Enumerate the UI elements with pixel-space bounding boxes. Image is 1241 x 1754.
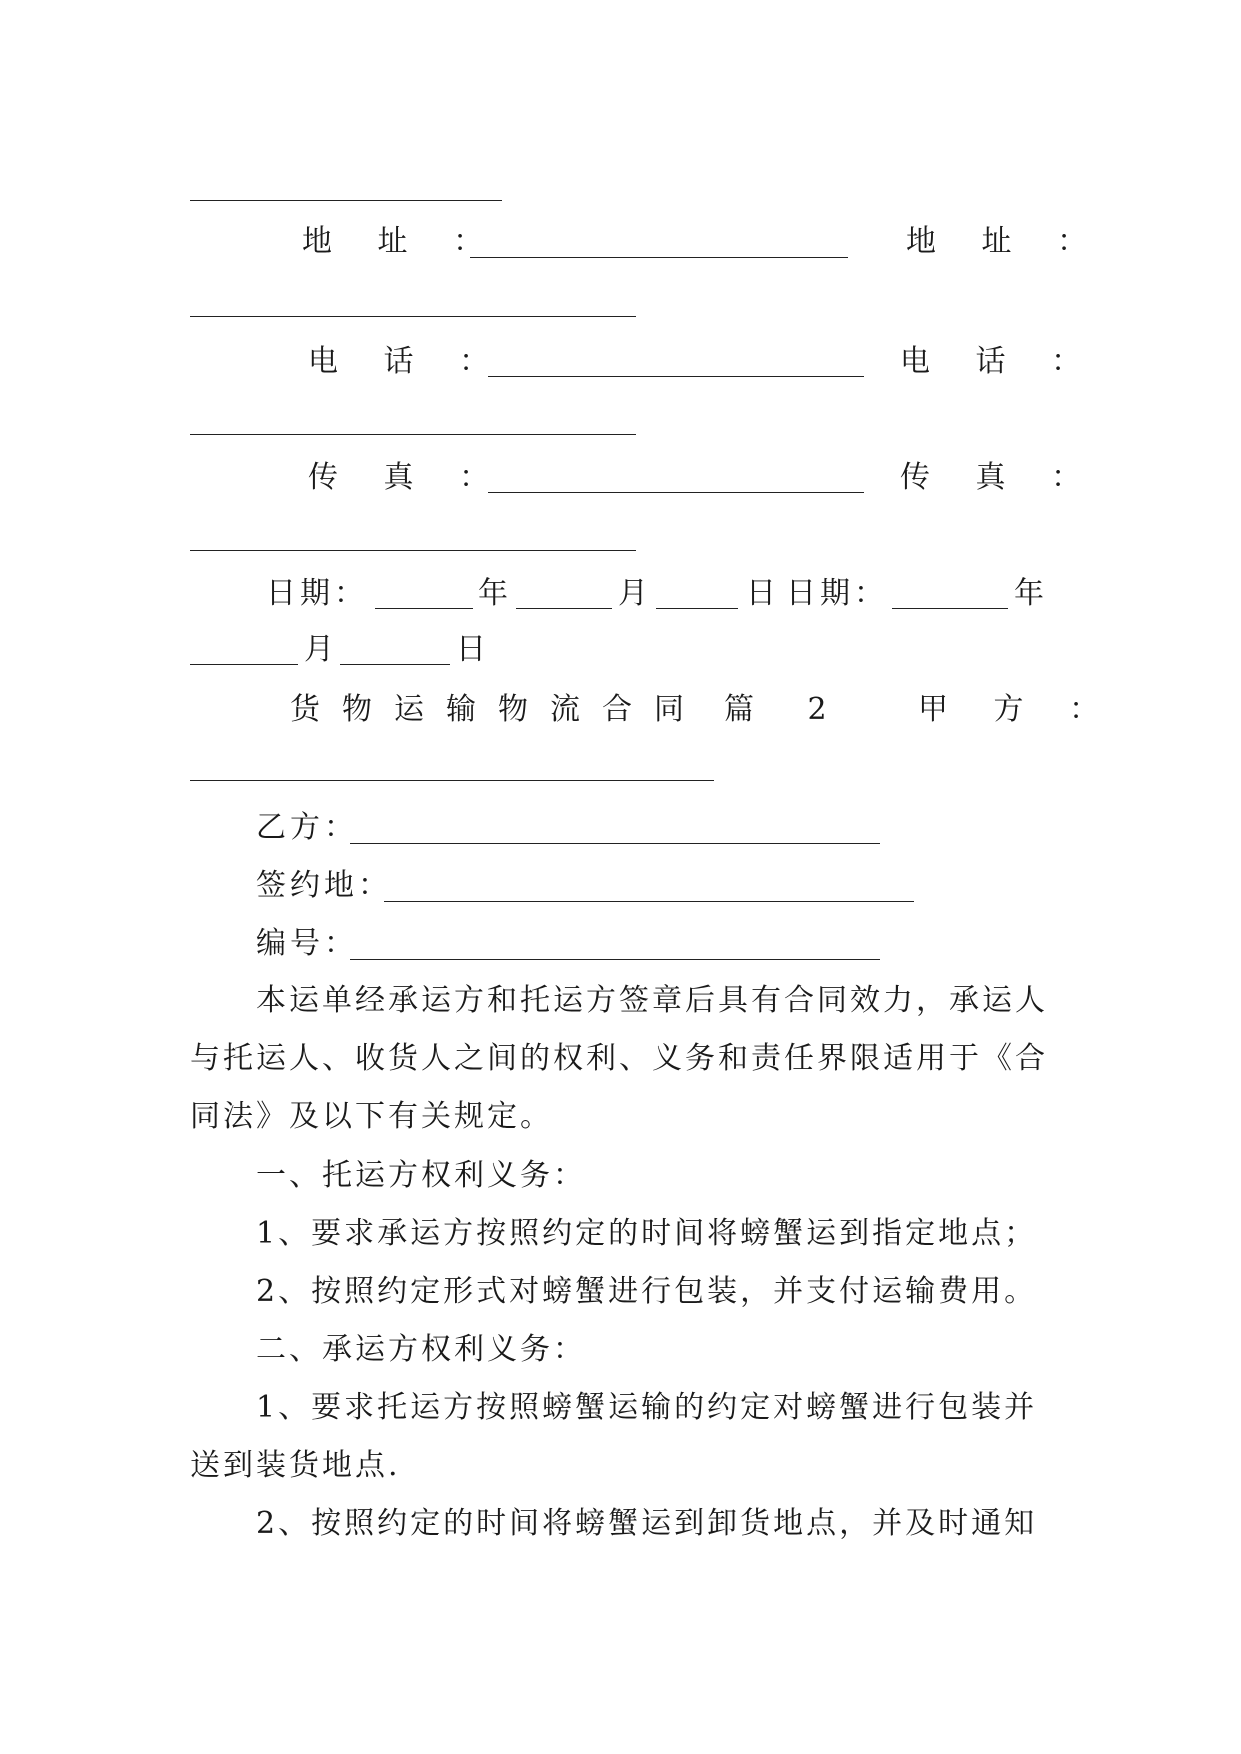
address-blank-right[interactable] bbox=[190, 316, 636, 317]
phone-label-right: 电 话 ： bbox=[900, 344, 1100, 379]
shipper-heading: 一、托运方权利义务： bbox=[256, 1158, 586, 1193]
day-char-right: 日 bbox=[456, 632, 486, 667]
month-blank-left[interactable] bbox=[516, 608, 612, 609]
contract-title: 货物运输物流合同 bbox=[290, 692, 706, 727]
fax-blank-left[interactable] bbox=[488, 492, 864, 493]
year-blank-right[interactable] bbox=[892, 608, 1008, 609]
day-blank-right[interactable] bbox=[340, 664, 450, 665]
sign-place-blank[interactable] bbox=[384, 901, 914, 902]
address-label-right: 地 址 ： bbox=[906, 224, 1106, 259]
party-a-blank[interactable] bbox=[190, 780, 714, 781]
month-blank-right[interactable] bbox=[190, 664, 298, 665]
phone-label-left: 电 话 ： bbox=[308, 344, 508, 379]
date-label-right: 日期： bbox=[786, 576, 888, 611]
year-blank-left[interactable] bbox=[375, 608, 473, 609]
carrier-heading: 二、承运方权利义务： bbox=[256, 1332, 586, 1367]
shipper-item-1: 1、要求承运方按照约定的时间将螃蟹运到指定地点； bbox=[256, 1216, 1038, 1251]
number-blank[interactable] bbox=[350, 959, 880, 960]
address-label-left: 地 址 ： bbox=[302, 224, 502, 259]
phone-blank-left[interactable] bbox=[488, 376, 864, 377]
number-label: 编号： bbox=[256, 926, 358, 961]
month-char-left: 月 bbox=[618, 576, 648, 611]
carrier-item-1: 1、要求托运方按照螃蟹运输的约定对螃蟹进行包装并送到装货地点. bbox=[190, 1390, 1038, 1483]
fax-label-left: 传 真 ： bbox=[308, 460, 508, 495]
date-label-left: 日期： bbox=[266, 576, 368, 611]
party-b-label: 乙方： bbox=[256, 810, 358, 845]
contract-section: 篇 2 bbox=[724, 692, 849, 727]
phone-blank-right[interactable] bbox=[190, 434, 636, 435]
month-char-right: 月 bbox=[304, 632, 334, 667]
signature-blank bbox=[190, 200, 502, 201]
party-b-blank[interactable] bbox=[350, 843, 880, 844]
sign-place-label: 签约地： bbox=[256, 868, 392, 903]
party-a-label: 甲 方 ： bbox=[918, 692, 1118, 727]
fax-label-right: 传 真 ： bbox=[900, 460, 1100, 495]
address-blank-left[interactable] bbox=[470, 257, 848, 258]
intro-paragraph: 本运单经承运方和托运方签章后具有合同效力，承运人与托运人、收货人之间的权利、义务和责任界限适用于《合同法》及以下有关规定。 bbox=[190, 983, 1048, 1134]
year-char-right: 年 bbox=[1014, 576, 1044, 611]
shipper-item-2: 2、按照约定形式对螃蟹进行包装，并支付运输费用。 bbox=[256, 1274, 1038, 1309]
day-char-left: 日 bbox=[746, 576, 776, 611]
carrier-item-2: 2、按照约定的时间将螃蟹运到卸货地点，并及时通知 bbox=[256, 1506, 1038, 1541]
year-char-left: 年 bbox=[478, 576, 508, 611]
fax-blank-right[interactable] bbox=[190, 550, 636, 551]
day-blank-left[interactable] bbox=[656, 608, 738, 609]
